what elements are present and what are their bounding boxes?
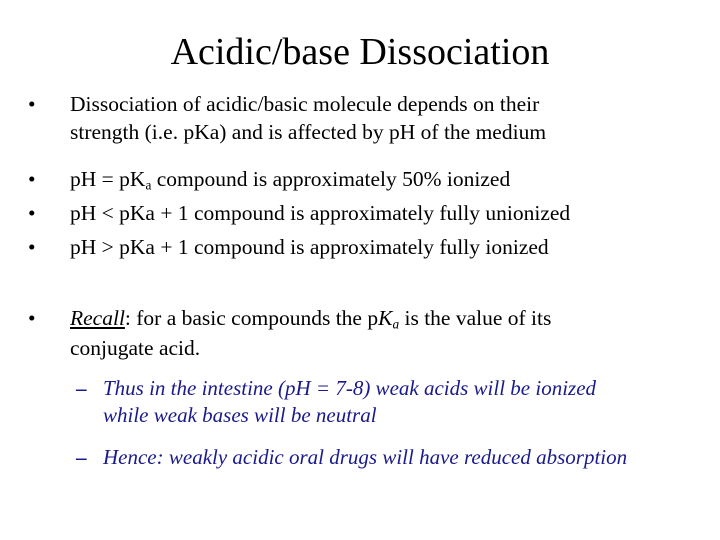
recall-subscript: a — [392, 316, 400, 332]
bullet-text — [70, 163, 510, 196]
subpoint-text-line1: Thus in the intestine (pH = 7-8) weak acids will be ionized — [103, 376, 597, 400]
subpoint-text-line2: while weak bases will be neutral — [103, 403, 377, 427]
bullet-text-line2: strength (i.e. pKa) and is affected by pH of the medium — [70, 120, 547, 144]
bullet-marker: • — [28, 167, 36, 191]
slide-title: Acidic/base Dissociation — [170, 31, 550, 73]
ph-equal-post: compound is approximately 50% ionized — [151, 167, 511, 191]
bullet-marker: • — [28, 306, 36, 330]
recall-k: K — [378, 306, 393, 330]
dash-marker: – — [76, 445, 87, 469]
bullet-text-line2: conjugate acid. — [70, 336, 201, 360]
bullet-text-line1 — [70, 302, 551, 335]
bullet-marker: • — [28, 201, 36, 225]
pka-subscript: a — [145, 177, 152, 193]
subpoint-text: Hence: weakly acidic oral drugs will have reduced absorption — [103, 445, 628, 469]
recall-post: is the value of its — [399, 306, 552, 330]
bullet-text: pH < pKa + 1 compound is approximately fully unionized — [70, 201, 571, 225]
recall-pre: : for a basic compounds the p — [124, 306, 379, 330]
bullet-text-line1: Dissociation of acidic/basic molecule depends on their — [70, 92, 540, 116]
dash-marker: – — [76, 376, 87, 400]
bullet-text: pH > pKa + 1 compound is approximately fully ionized — [70, 235, 549, 259]
ph-equal-pre: pH = pK — [70, 167, 146, 191]
bullet-marker: • — [28, 235, 36, 259]
bullet-marker: • — [28, 92, 36, 116]
recall-label: Recall — [70, 306, 125, 330]
